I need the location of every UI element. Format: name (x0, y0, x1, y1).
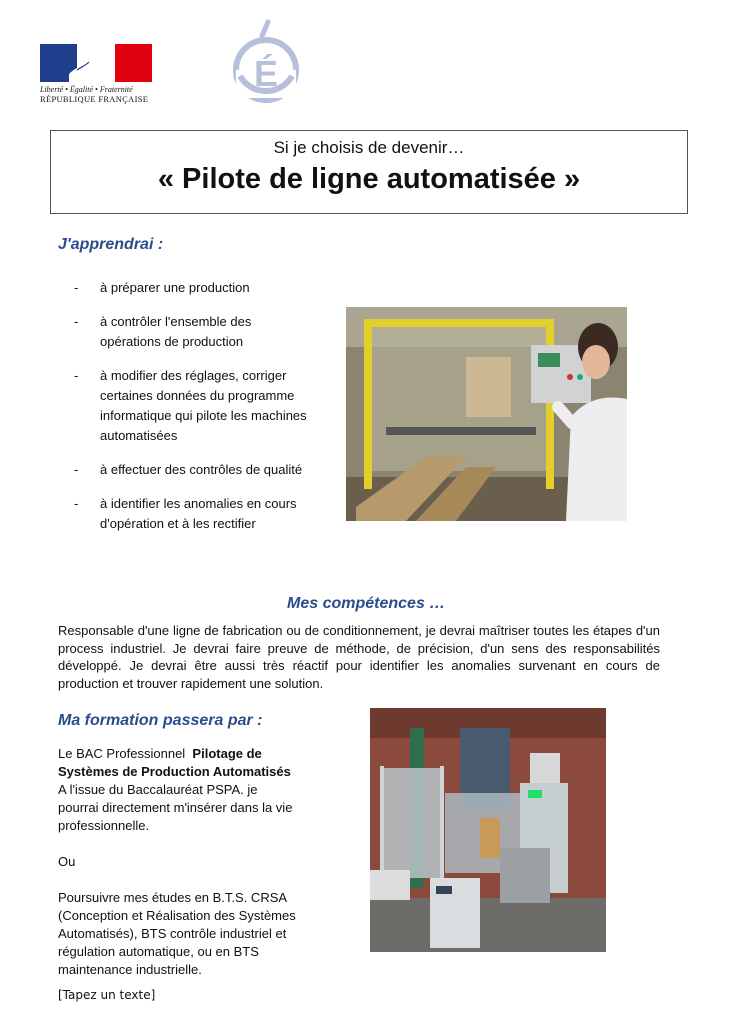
automated-cell-photo (370, 708, 606, 952)
list-item: - à identifier les anomalies en cours d'opération et à les rectifier (74, 496, 297, 531)
list-item: - à modifier des réglages, corriger certaines données du programme informatique qui pilote les machines automatisées (74, 368, 307, 443)
competences-text: Responsable d'une ligne de fabrication ou de conditionnement, je devrai maîtriser toutes les étapes d'un process industriel. Je devrai faire preuve de méthode, de précision, d'un sens des responsabilités développé. Je devrai être aussi très réactif pour identifier les anomalies survenant en cours de production et trouver rapidement une solution. (58, 623, 660, 691)
operator-machine-photo (346, 307, 627, 521)
learn-heading: J'apprendrai : (58, 236, 164, 253)
list-item: - à effectuer des contrôles de qualité (74, 462, 303, 477)
formation-text (58, 745, 298, 979)
republic-name: RÉPUBLIQUE FRANÇAISE (40, 94, 149, 104)
edu-letter: É (253, 53, 279, 94)
bac-line: Le BAC Professionnel Pilotage de Systèmes de Production Automatisés (58, 746, 291, 779)
republic-motto: Liberté • Égalité • Fraternité (40, 85, 133, 94)
title-box (50, 130, 688, 214)
education-nationale-logo (228, 18, 304, 104)
page-title: « Pilote de ligne automatisée » (157, 163, 581, 195)
bac-name: Pilotage de Systèmes de Production Automatisés (58, 746, 291, 779)
learn-list (74, 278, 314, 534)
competences-heading: Mes compétences … (287, 595, 446, 612)
list-item: - à préparer une production (74, 280, 250, 295)
french-flag-icon (40, 44, 152, 82)
formation-heading: Ma formation passera par : (58, 712, 263, 729)
list-item: - à contrôler l'ensemble des opérations de production (74, 314, 252, 349)
footer-placeholder: [Tapez un texte] (58, 988, 156, 1002)
issue-text: A l'issue du Baccalauréat PSPA. je pourrai directement m'insérer dans la vie professionnelle. (58, 782, 293, 833)
poursuite-text: Poursuivre mes études en B.T.S. CRSA (Conception et Réalisation des Systèmes Automatisés), BTS contrôle industriel et régulation automatique, ou en BTS maintenance industrielle. (58, 890, 296, 977)
ou-text: Ou (58, 854, 76, 869)
republique-francaise-logo (40, 44, 152, 104)
title-subtitle: Si je choisis de devenir… (273, 138, 465, 157)
